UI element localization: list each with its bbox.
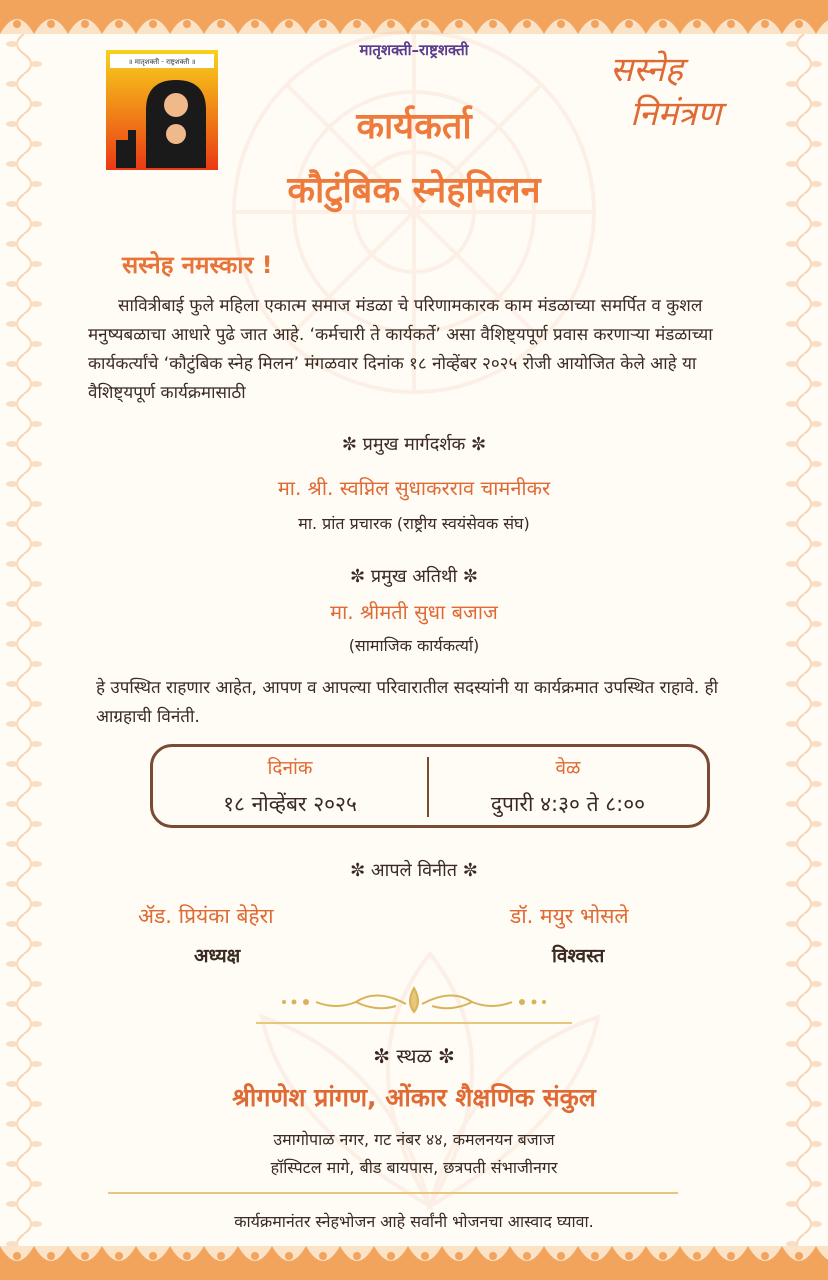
intro-paragraph: सावित्रीबाई फुले महिला एकात्म समाज मंडळा चे परिणामकारक काम मंडळाच्या समर्पित व कुशल मनुष्यबळाचा आधारे पुढे जात आहे. ‘कर्मचारी ते कार्यकर्ते’ असा वैशिष्ट्यपूर्ण प्रवास करणाऱ्या मंडळाच्या कार्यकर्त्यांचे ‘कौटुंबिक स्नेह मिलन’ मंगळवार दिनांक १८ नोव्हेंबर २०२५ रोजी आयोजित केले आहे या वैशिष्ट्यपूर्ण कार्यक्रमासाठी	[88, 296, 713, 403]
tagline: मातृशक्ती–राष्ट्रशक्ती	[359, 41, 469, 59]
guide-heading: ✼ प्रमुख मार्गदर्शक ✼	[341, 434, 487, 455]
guide-name: मा. श्री. स्वप्निल सुधाकरराव चामनीकर	[277, 476, 551, 500]
calligraphy-line-2: निमंत्रण	[630, 94, 722, 134]
guest-role: (सामाजिक कार्यकर्त्या)	[348, 636, 480, 655]
host-left-name: ॲड. प्रियंका बेहेरा	[138, 904, 274, 928]
footer-note: कार्यक्रमानंतर स्नेहभोजन आहे सर्वांनी भोजनचा आस्वाद घ्यावा.	[234, 1212, 594, 1231]
venue-address-line-1: उमागोपाळ नगर, गट नंबर ४४, कमलनयन बजाज	[273, 1130, 555, 1149]
title-line-2: कौटुंबिक स्नेहमिलन	[287, 170, 541, 211]
title-line-1: कार्यकर्ता	[356, 106, 472, 147]
ornament-divider	[256, 982, 572, 1026]
venue-heading: ✼ स्थळ ✼	[373, 1044, 455, 1068]
host-right-name: डॉ. मयुर भोसले	[510, 904, 629, 928]
date-label: दिनांक	[267, 757, 313, 779]
bottom-decorative-border	[0, 1246, 828, 1280]
guest-name: मा. श्रीमती सुधा बजाज	[330, 600, 498, 624]
date-cell	[153, 751, 427, 823]
calligraphy-line-1: सस्नेह	[610, 50, 683, 90]
venue-name: श्रीगणेश प्रांगण, ओंकार शैक्षणिक संकुल	[232, 1083, 596, 1112]
hosts-heading: ✼ आपले विनीत ✼	[350, 860, 478, 881]
time-value: दुपारी ४:३० ते ८:००	[490, 792, 646, 816]
host-left-role: अध्यक्ष	[194, 945, 241, 967]
date-value: १८ नोव्हेंबर २०२५	[223, 792, 357, 816]
time-cell	[431, 751, 705, 823]
schedule-box	[150, 744, 710, 828]
logo-text: ॥ मातृशक्ती - राष्ट्रशक्ती ॥	[128, 58, 196, 66]
host-right-role: विश्वस्त	[552, 945, 605, 967]
calligraphy-invitation	[600, 48, 760, 168]
guest-heading: ✼ प्रमुख अतिथी ✼	[350, 566, 478, 587]
schedule-divider	[427, 757, 429, 817]
venue-address-line-2: हॉस्पिटल मागे, बीड बायपास, छत्रपती संभाजीनगर	[270, 1158, 558, 1177]
time-label: वेळ	[555, 757, 581, 779]
request-paragraph: हे उपस्थित राहणार आहेत, आपण व आपल्या परिवारातील सदस्यांनी या कार्यक्रमात उपस्थित राहावे. ही आग्रहाची विनंती.	[96, 678, 719, 727]
greeting: सस्नेह नमस्कार !	[122, 251, 273, 279]
guide-role: मा. प्रांत प्रचारक (राष्ट्रीय स्वयंसेवक संघ)	[298, 514, 530, 533]
footer-divider	[108, 1192, 678, 1194]
